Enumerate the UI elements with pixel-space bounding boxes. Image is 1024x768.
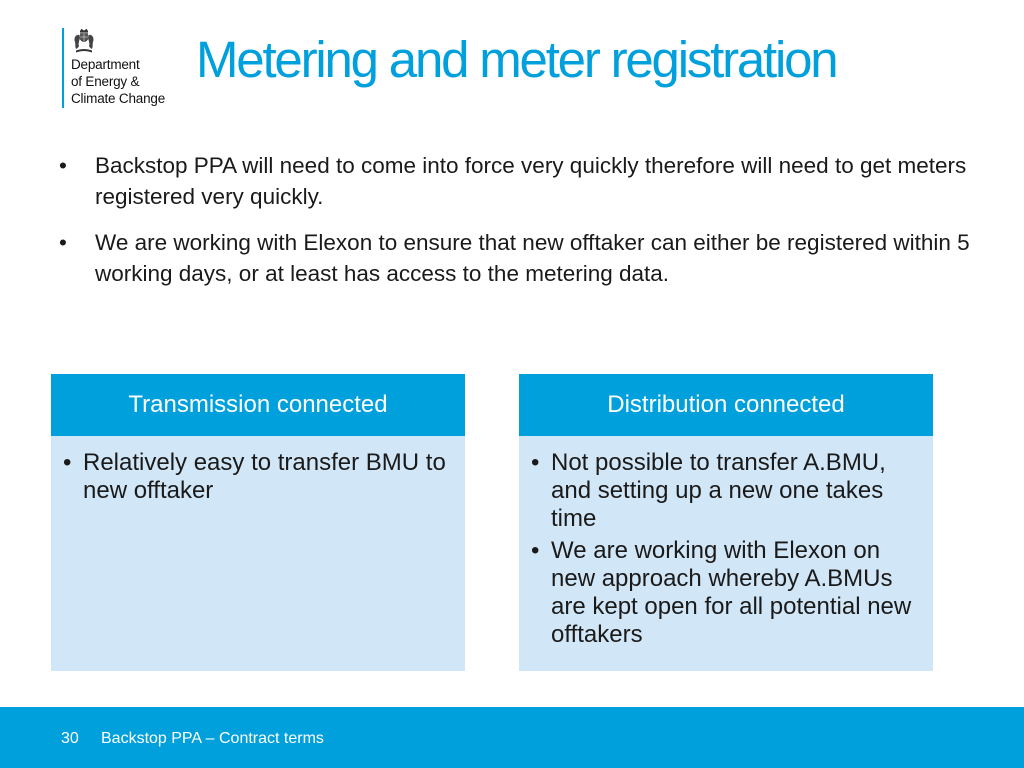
- footer-text: Backstop PPA – Contract terms: [101, 730, 324, 747]
- bullet-marker: •: [531, 449, 540, 476]
- card-item-text: Not possible to transfer A.BMU, and setting up a new one takes time: [551, 449, 886, 532]
- bullet-item: [57, 227, 977, 289]
- bullet-marker: •: [63, 449, 72, 476]
- card-item-text: Relatively easy to transfer BMU to new offtaker: [83, 449, 446, 504]
- bullet-item: [57, 150, 977, 212]
- royal-crest-icon: [71, 28, 97, 54]
- bullet-marker: •: [531, 537, 540, 564]
- page-number: 30: [61, 730, 79, 747]
- bullet-list: [57, 150, 977, 304]
- card-item-text: We are working with Elexon on new approach whereby A.BMUs are kept open for all potential new offtakers: [551, 537, 912, 648]
- distribution-card-list: [519, 436, 933, 649]
- transmission-card: [51, 374, 465, 671]
- footer-bar: [0, 707, 1024, 768]
- slide-title: Metering and meter registration: [196, 31, 837, 88]
- logo-wordmark: [71, 56, 165, 107]
- logo-line: Climate Change: [71, 91, 166, 106]
- logo-line: Department: [71, 57, 140, 72]
- bullet-marker: •: [59, 230, 67, 255]
- bullet-text: Backstop PPA will need to come into force very quickly therefore will need to get meters registered very quickly.: [95, 153, 967, 209]
- bullet-marker: •: [59, 153, 67, 178]
- transmission-card-list: [51, 436, 465, 505]
- logo-accent-bar: [62, 28, 64, 108]
- bullet-text: We are working with Elexon to ensure that new offtaker can either be registered within 5 working days, or at least has access to the metering data.: [95, 230, 970, 286]
- distribution-card: [519, 374, 933, 671]
- card-list-item: [61, 449, 455, 505]
- transmission-card-heading: Transmission connected: [51, 374, 465, 436]
- card-list-item: [529, 449, 923, 533]
- logo-line: of Energy &: [71, 74, 140, 89]
- distribution-card-heading: Distribution connected: [519, 374, 933, 436]
- department-logo: [62, 28, 202, 112]
- card-list-item: [529, 537, 923, 649]
